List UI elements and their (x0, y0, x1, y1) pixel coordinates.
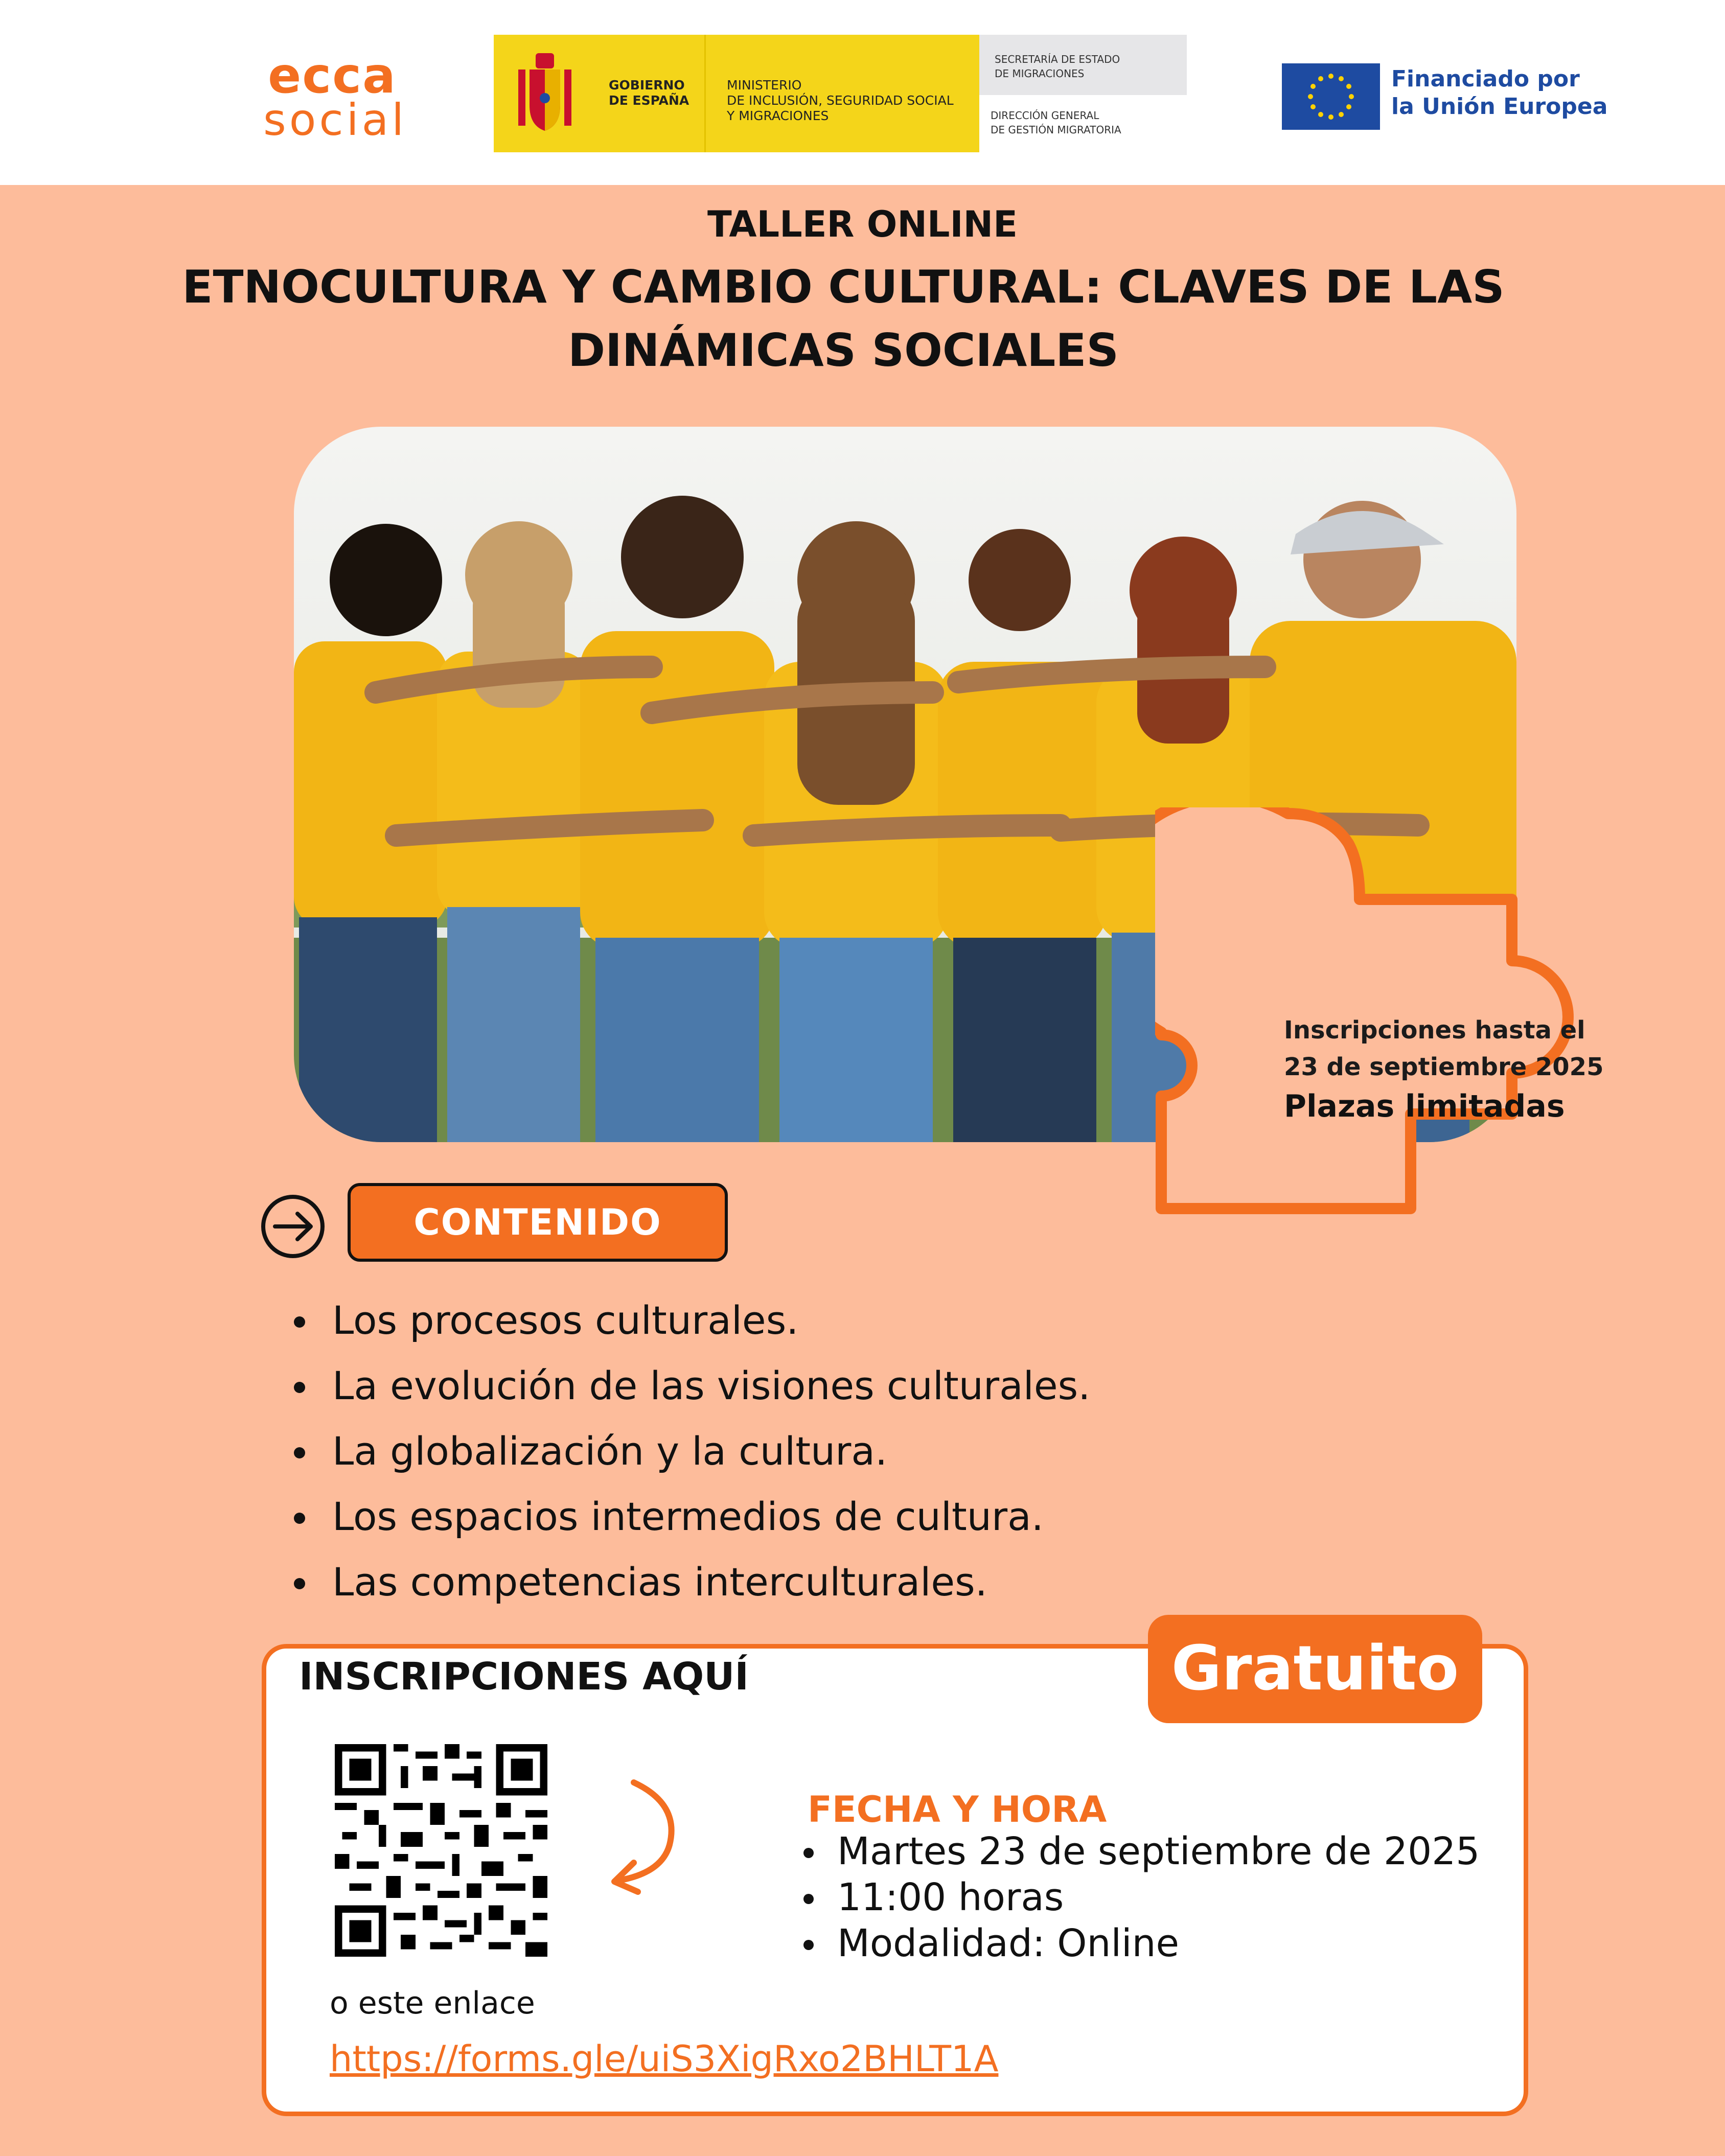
list-item: La evolución de las visiones culturales. (294, 1353, 1090, 1419)
ministerio-text: MINISTERIO DE INCLUSIÓN, SEGURIDAD SOCIAL Y MIGRACIONES (727, 78, 954, 123)
gobierno-text: GOBIERNO DE ESPAÑA (609, 78, 689, 108)
deadline-text: Inscripciones hasta el 23 de septiembre 2025 (1284, 1016, 1604, 1081)
page-title: ETNOCULTURA Y CAMBIO CULTURAL: CLAVES DE LAS DINÁMICAS SOCIALES (182, 261, 1505, 377)
ecca-social-logo (263, 47, 407, 146)
gobierno-logo (494, 35, 979, 152)
list-item: Las competencias interculturales. (294, 1549, 1090, 1615)
list-item: Modalidad: Online (797, 1920, 1480, 1966)
eu-funding-text: Financiado por la Unión Europea (1391, 66, 1608, 120)
list-item: Los espacios intermedios de cultura. (294, 1484, 1090, 1549)
list-item: 11:00 horas (797, 1874, 1480, 1920)
arrow-right-circle-icon (260, 1193, 326, 1260)
contenido-label: CONTENIDO (348, 1183, 728, 1262)
link-label: o este enlace (330, 1985, 535, 2021)
registration-link[interactable]: https://forms.gle/uiS3XigRxo2BHLT1A (330, 2038, 999, 2080)
gov-separator (704, 35, 706, 152)
ecca-logo-line2: social (263, 95, 407, 146)
list-item: La globalización y la cultura. (294, 1419, 1090, 1484)
date-time-title: FECHA Y HORA (808, 1789, 1107, 1830)
ecca-logo-line1: ecca (268, 47, 397, 104)
kicker: TALLER ONLINE (707, 203, 1018, 245)
list-item: Los procesos culturales. (294, 1288, 1090, 1353)
secretaria-text: SECRETARÍA DE ESTADO DE MIGRACIONES (995, 53, 1120, 80)
coat-of-arms-icon (514, 49, 576, 136)
content-list (294, 1288, 1090, 1615)
curved-arrow-icon (593, 1773, 685, 1896)
eu-flag-icon (1282, 63, 1380, 130)
registration-title: INSCRIPCIONES AQUÍ (299, 1655, 749, 1699)
price-badge: Gratuito (1148, 1615, 1482, 1723)
qr-code-icon[interactable] (335, 1744, 547, 1957)
list-item: Martes 23 de septiembre de 2025 (797, 1828, 1480, 1874)
date-time-list (797, 1828, 1480, 1966)
direccion-text: DIRECCIÓN GENERAL DE GESTIÓN MIGRATORIA (991, 109, 1121, 136)
limited-places-text: Plazas limitadas (1284, 1088, 1565, 1124)
